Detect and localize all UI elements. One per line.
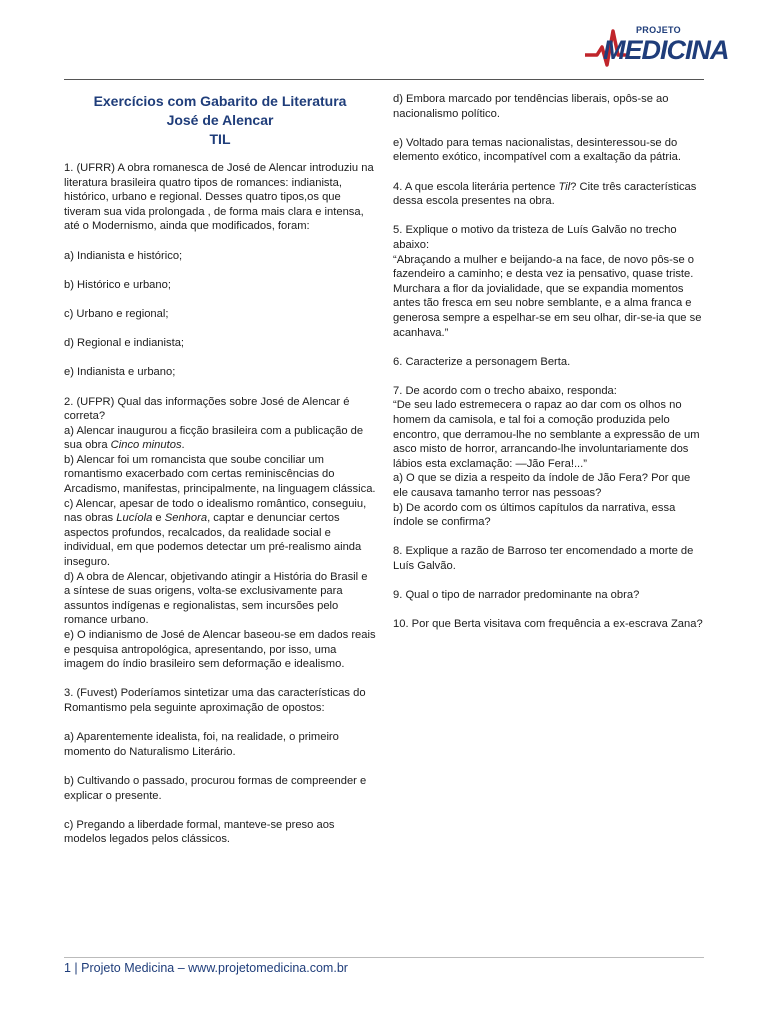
question-7-quote: “De seu lado estremecera o rapaz ao dar com os olhos no homem da camisola, e tal foi a comoção produzida pelo encontro, que derramou-lhe no semblante a expressão de um asco misto de horror, arrancando-lhe involuntariamente dos lábios esta exclamação: —Jão Fera!...” — [393, 399, 700, 470]
question-8: 8. Explique a razão de Barroso ter encomendado a morte de Luís Galvão. — [393, 545, 694, 572]
question-9: 9. Qual o tipo de narrador predominante na obra? — [393, 589, 640, 602]
question-3-option-e: e) Voltado para temas nacionalistas, desinteressou-se do elemento exótico, incompatível com a exaltação da pátria. — [393, 136, 681, 164]
question-1-option-d: d) Regional e indianista; — [64, 337, 185, 350]
question-1-stem: 1. (UFRR) A obra romanesca de José de Alencar introduziu na literatura brasileira quatro tipos de romances: indianista, histórico, urbano e regional. Desses quatro tipos,os que tiveram sua vida prolongada , de forma mais clara e intensa, até o Modernismo, ainda que modificados, foram: — [64, 162, 374, 233]
question-10: 10. Por que Berta visitava com frequência a ex-escrava Zana? — [393, 618, 703, 631]
question-3-option-b: b) Cultivando o passado, procurou formas de compreender e explicar o presente. — [64, 774, 367, 802]
question-4: 4. A que escola literária pertence Til? Cite três características dessa escola presentes na obra. — [393, 180, 697, 208]
question-2-option-d: d) A obra de Alencar, objetivando atingir a História do Brasil e a síntese de suas origens, volta-se exclusivamente para assuntos indígenas e regionalistas, sem incursões pelo romance urbano. — [64, 570, 368, 627]
footer-divider — [64, 957, 704, 958]
logo-medicina-text: MEDICINA — [603, 35, 729, 65]
title-line-3: TIL — [209, 131, 231, 147]
question-3-option-a: a) Aparentemente idealista, foi, na realidade, o primeiro momento do Naturalismo Literário. — [64, 731, 339, 758]
question-1-option-c: c) Urbano e regional; — [64, 307, 169, 320]
projeto-medicina-logo — [585, 25, 729, 75]
logo-projeto-text: PROJETO — [636, 25, 681, 35]
page-footer: 1 | Projeto Medicina – www.projetomedicina.com.br — [64, 961, 348, 975]
question-2-option-b: b) Alencar foi um romancista que soube conciliar um romantismo exacerbado com certas reminiscências do Arcadismo, manifestas, principalmente, na linguagem clássica. — [64, 453, 376, 496]
question-5-quote: “Abraçando a mulher e beijando-a na face, de novo pôs-se o fazendeiro a caminho; e desta vez ia pensativo, quase triste. Murchara a flor da jovialidade, que se expandia momentos antes tão fresca em seu nobre semblante, e a alma franca e generosa sempre a espelhar-se em seu olhar, dir-se-ia que se acanhava.” — [393, 253, 702, 339]
title-line-1: Exercícios com Gabarito de Literatura — [93, 93, 347, 109]
header-divider — [64, 79, 704, 80]
question-2-option-e: e) O indianismo de José de Alencar baseou-se em dados reais e pesquisa antropológica, apresentando, por isso, uma imagem do índio brasileiro sem deformação e idealismo. — [64, 629, 376, 671]
title-line-2: José de Alencar — [166, 112, 274, 128]
document-title — [64, 92, 376, 149]
question-2-stem: 2. (UFPR) Qual das informações sobre José de Alencar é correta? — [64, 395, 350, 423]
question-7-item-a: a) O que se dizia a respeito da índole de Jão Fera? Por que ele causava tamanho terror nas pessoas? — [393, 472, 691, 500]
question-6: 6. Caracterize a personagem Berta. — [393, 355, 571, 368]
right-column — [393, 92, 705, 647]
question-3-stem: 3. (Fuvest) Poderíamos sintetizar uma das características do Romantismo pela seguinte aproximação de opostos: — [64, 687, 366, 714]
question-1-option-e: e) Indianista e urbano; — [64, 366, 176, 379]
question-5-stem: 5. Explique o motivo da tristeza de Luís Galvão no trecho abaixo: — [393, 224, 677, 251]
question-7-stem: 7. De acordo com o trecho abaixo, responda: — [393, 384, 617, 397]
question-1-option-a: a) Indianista e histórico; — [64, 249, 183, 262]
question-2-option-c: c) Alencar, apesar de todo o idealismo romântico, conseguiu, nas obras Lucíola e Senhora, captar e denunciar certos aspectos profundos, recalcados, da realidade social e individual, em que podemos detectar um pré-realismo ainda inseguro. — [64, 497, 367, 569]
left-column — [64, 92, 376, 862]
question-3-option-c: c) Pregando a liberdade formal, manteve-se preso aos modelos legados pelos clássicos. — [64, 818, 335, 846]
question-3-option-d: d) Embora marcado por tendências liberais, opôs-se ao nacionalismo político. — [393, 93, 669, 120]
question-2-option-a: a) Alencar inaugurou a ficção brasileira com a publicação de sua obra Cinco minutos. — [64, 424, 364, 452]
question-1-option-b: b) Histórico e urbano; — [64, 278, 171, 291]
question-7-item-b: b) De acordo com os últimos capítulos da narrativa, essa índole se confirma? — [393, 501, 676, 529]
